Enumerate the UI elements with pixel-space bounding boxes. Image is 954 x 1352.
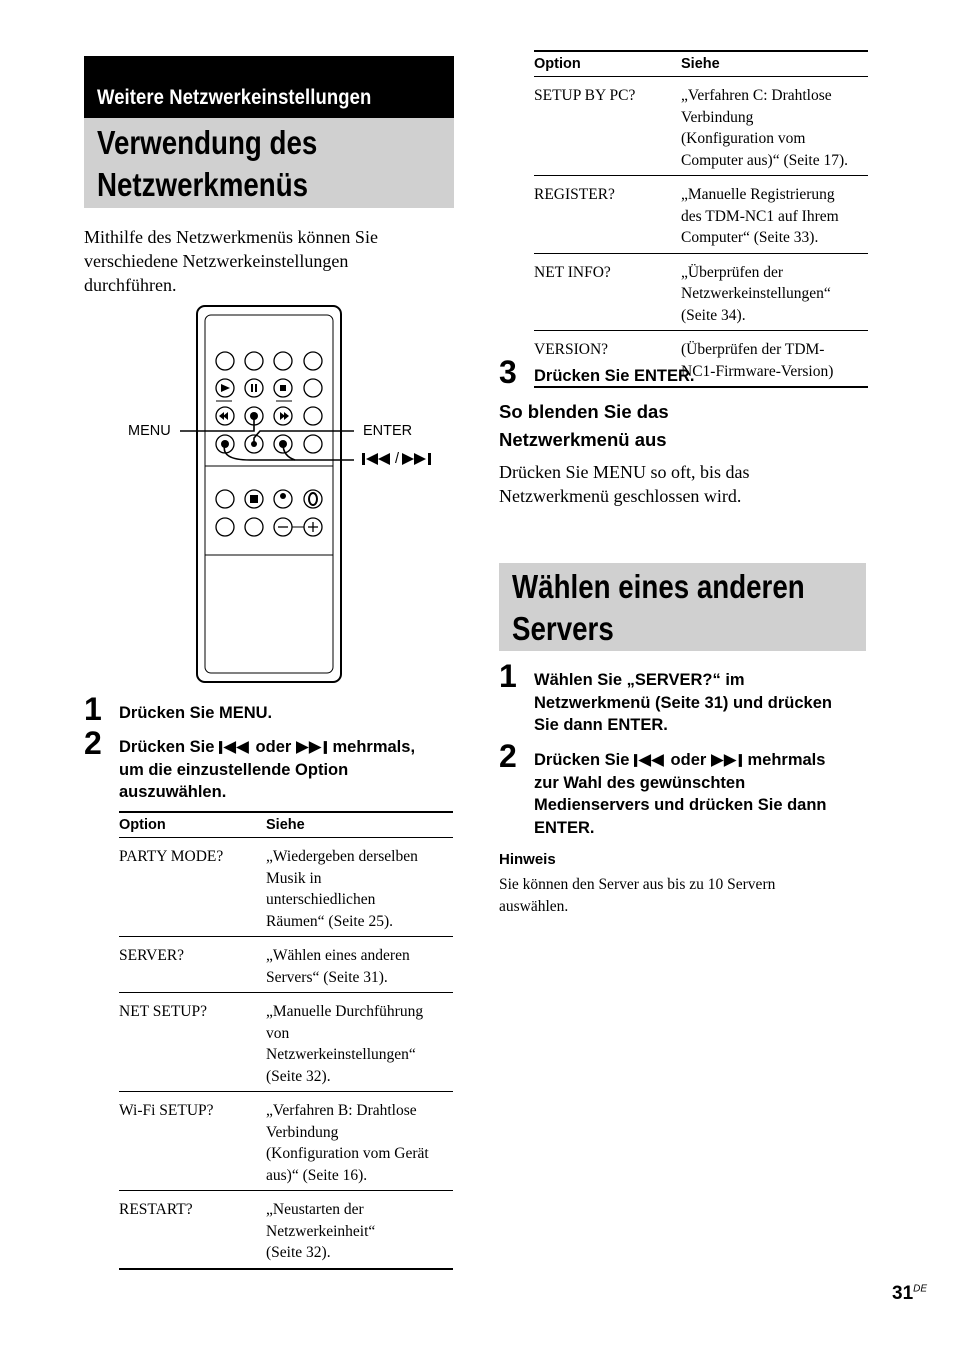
step-text-line: Medienservers und drücken Sie dann bbox=[534, 796, 827, 814]
section-label: Weitere Netzwerkeinstellungen bbox=[97, 86, 372, 109]
note-line: auswählen. bbox=[499, 897, 569, 915]
reference-cell bbox=[681, 331, 868, 388]
reference-line: „Wählen eines anderen bbox=[266, 947, 410, 964]
reference-cell bbox=[266, 838, 453, 937]
reference-line: Servers“ (Seite 31). bbox=[266, 968, 388, 986]
option-cell: SERVER? bbox=[119, 937, 266, 993]
reference-cell bbox=[266, 993, 453, 1092]
option-cell: REGISTER? bbox=[534, 176, 681, 254]
intro-paragraph bbox=[84, 225, 454, 297]
option-cell: VERSION? bbox=[534, 331, 681, 388]
reference-cell bbox=[681, 176, 868, 254]
options-table-right bbox=[534, 50, 868, 388]
reference-line: Verbindung bbox=[266, 1123, 339, 1141]
note-heading: Hinweis bbox=[499, 851, 556, 868]
step-text-line: ENTER. bbox=[534, 818, 595, 837]
table-row bbox=[119, 937, 453, 993]
reference-line: (Konfiguration vom bbox=[681, 130, 806, 147]
step-text-line: Sie dann ENTER. bbox=[534, 716, 668, 734]
table-row bbox=[119, 1092, 453, 1191]
table-row bbox=[119, 838, 453, 937]
reference-line: „Manuelle Durchführung bbox=[266, 1003, 424, 1020]
option-cell: NET SETUP? bbox=[119, 993, 266, 1092]
page-number-value: 31 bbox=[892, 1283, 914, 1304]
reference-line: (Seite 32). bbox=[266, 1244, 331, 1261]
reference-cell bbox=[266, 1191, 453, 1269]
intro-line: Mithilfe des Netzwerkmenüs können Sie bbox=[84, 227, 378, 247]
step-text bbox=[119, 736, 459, 804]
enter-callout-label: ENTER bbox=[363, 423, 413, 439]
section-band bbox=[84, 56, 454, 118]
column-header: Siehe bbox=[266, 812, 453, 838]
step-text-line: zur Wahl des gewünschten bbox=[534, 773, 746, 792]
page-title-box bbox=[84, 118, 454, 208]
table-row bbox=[119, 1191, 453, 1269]
intro-line: durchführen. bbox=[84, 275, 177, 295]
intro-line: verschiedene Netzwerkeinstellungen bbox=[84, 251, 349, 271]
note-line: Sie können den Server aus bis zu 10 Servern bbox=[499, 876, 776, 893]
reference-line: NC1-Firmware-Version) bbox=[681, 362, 834, 380]
step-text-part: oder bbox=[250, 738, 296, 756]
reference-line: Netzwerkeinheit“ bbox=[266, 1222, 376, 1240]
reference-cell bbox=[681, 253, 868, 331]
subsection-heading bbox=[499, 398, 669, 454]
page-title-line2: Netzwerkmenüs bbox=[97, 166, 309, 203]
reference-line: (Seite 32). bbox=[266, 1067, 331, 1085]
subsection-heading-line: So blenden Sie das bbox=[499, 401, 669, 422]
reference-line: „Verfahren B: Drahtlose bbox=[266, 1102, 417, 1119]
reference-line: Computer aus)“ (Seite 17). bbox=[681, 151, 849, 169]
hide-menu-paragraph bbox=[499, 460, 869, 508]
subsection-heading-line: Netzwerkmenü aus bbox=[499, 429, 667, 450]
step-number: 2 bbox=[84, 725, 102, 761]
next-track-icon bbox=[711, 754, 743, 767]
table-row bbox=[534, 176, 868, 254]
option-cell: RESTART? bbox=[119, 1191, 266, 1269]
table-row bbox=[119, 993, 453, 1092]
step-text-part: oder bbox=[665, 751, 711, 769]
step-text-part: mehrmals, bbox=[327, 738, 416, 756]
skip-callout-label bbox=[362, 451, 432, 467]
previous-track-icon bbox=[219, 741, 251, 754]
reference-line: „Neustarten der bbox=[266, 1201, 364, 1218]
reference-line: (Überprüfen der TDM- bbox=[681, 341, 825, 358]
section-title-box bbox=[499, 563, 866, 651]
reference-line: Verbindung bbox=[681, 108, 754, 126]
reference-line: Netzwerkeinstellungen“ bbox=[266, 1046, 416, 1063]
reference-line: aus)“ (Seite 16). bbox=[266, 1166, 368, 1184]
reference-line: Netzwerkeinstellungen“ bbox=[681, 285, 831, 302]
next-track-icon bbox=[402, 453, 432, 465]
reference-cell bbox=[681, 77, 868, 176]
previous-track-icon bbox=[362, 453, 392, 465]
reference-line: „Wiedergeben derselben bbox=[266, 848, 418, 865]
option-cell: SETUP BY PC? bbox=[534, 77, 681, 176]
step-text-line: auszuwählen. bbox=[119, 783, 227, 801]
previous-track-icon bbox=[634, 754, 666, 767]
table-row bbox=[534, 77, 868, 176]
step-text bbox=[534, 669, 874, 737]
reference-cell bbox=[266, 1092, 453, 1191]
column-header: Siehe bbox=[681, 51, 868, 77]
step-text: Drücken Sie MENU. bbox=[119, 704, 273, 722]
reference-cell bbox=[266, 937, 453, 993]
page-title-line1: Verwendung des bbox=[97, 124, 318, 161]
reference-line: (Konfiguration vom Gerät bbox=[266, 1145, 429, 1162]
step-text-line: um die einzustellende Option bbox=[119, 760, 349, 779]
step-text: Drücken Sie ENTER. bbox=[534, 367, 695, 385]
step-text-part: mehrmals bbox=[742, 751, 826, 769]
table-row bbox=[534, 253, 868, 331]
option-cell: NET INFO? bbox=[534, 253, 681, 331]
section-title-line2: Servers bbox=[512, 610, 614, 647]
step-number: 2 bbox=[499, 738, 517, 774]
option-cell: Wi-Fi SETUP? bbox=[119, 1092, 266, 1191]
reference-line: „Verfahren C: Drahtlose bbox=[681, 87, 832, 104]
reference-line: (Seite 34). bbox=[681, 306, 746, 324]
reference-line: des TDM-NC1 auf Ihrem bbox=[681, 207, 839, 225]
note-text bbox=[499, 874, 869, 917]
options-table-left bbox=[119, 811, 453, 1270]
reference-line: „Überprüfen der bbox=[681, 263, 783, 281]
step-text-part: Drücken Sie bbox=[119, 738, 219, 756]
menu-callout-label: MENU bbox=[128, 423, 171, 439]
reference-line: von bbox=[266, 1024, 290, 1042]
column-header: Option bbox=[534, 51, 681, 77]
section-title-line1: Wählen eines anderen bbox=[512, 568, 805, 605]
next-track-icon bbox=[296, 741, 328, 754]
option-cell: PARTY MODE? bbox=[119, 838, 266, 937]
remote-control-illustration bbox=[120, 300, 440, 690]
column-header: Option bbox=[119, 812, 266, 838]
reference-line: Musik in bbox=[266, 869, 322, 887]
reference-line: Computer“ (Seite 33). bbox=[681, 229, 819, 246]
reference-line: „Manuelle Registrierung bbox=[681, 186, 835, 203]
step-number: 3 bbox=[499, 354, 517, 390]
paragraph-line: Drücken Sie MENU so oft, bis das bbox=[499, 462, 750, 482]
paragraph-line: Netzwerkmenü geschlossen wird. bbox=[499, 486, 742, 506]
step-text-line: Wählen Sie „SERVER?“ im bbox=[534, 671, 745, 689]
step-number: 1 bbox=[84, 691, 102, 727]
page-number bbox=[892, 1283, 927, 1305]
step-text-part: Drücken Sie bbox=[534, 751, 634, 769]
skip-separator: / bbox=[395, 451, 400, 467]
reference-line: Räumen“ (Seite 25). bbox=[266, 912, 393, 930]
step-number: 1 bbox=[499, 658, 517, 694]
reference-line: unterschiedlichen bbox=[266, 891, 376, 908]
step-text bbox=[534, 749, 874, 839]
step-text-line: Netzwerkmenü (Seite 31) und drücken bbox=[534, 693, 832, 712]
page-language-suffix: DE bbox=[913, 1283, 928, 1295]
